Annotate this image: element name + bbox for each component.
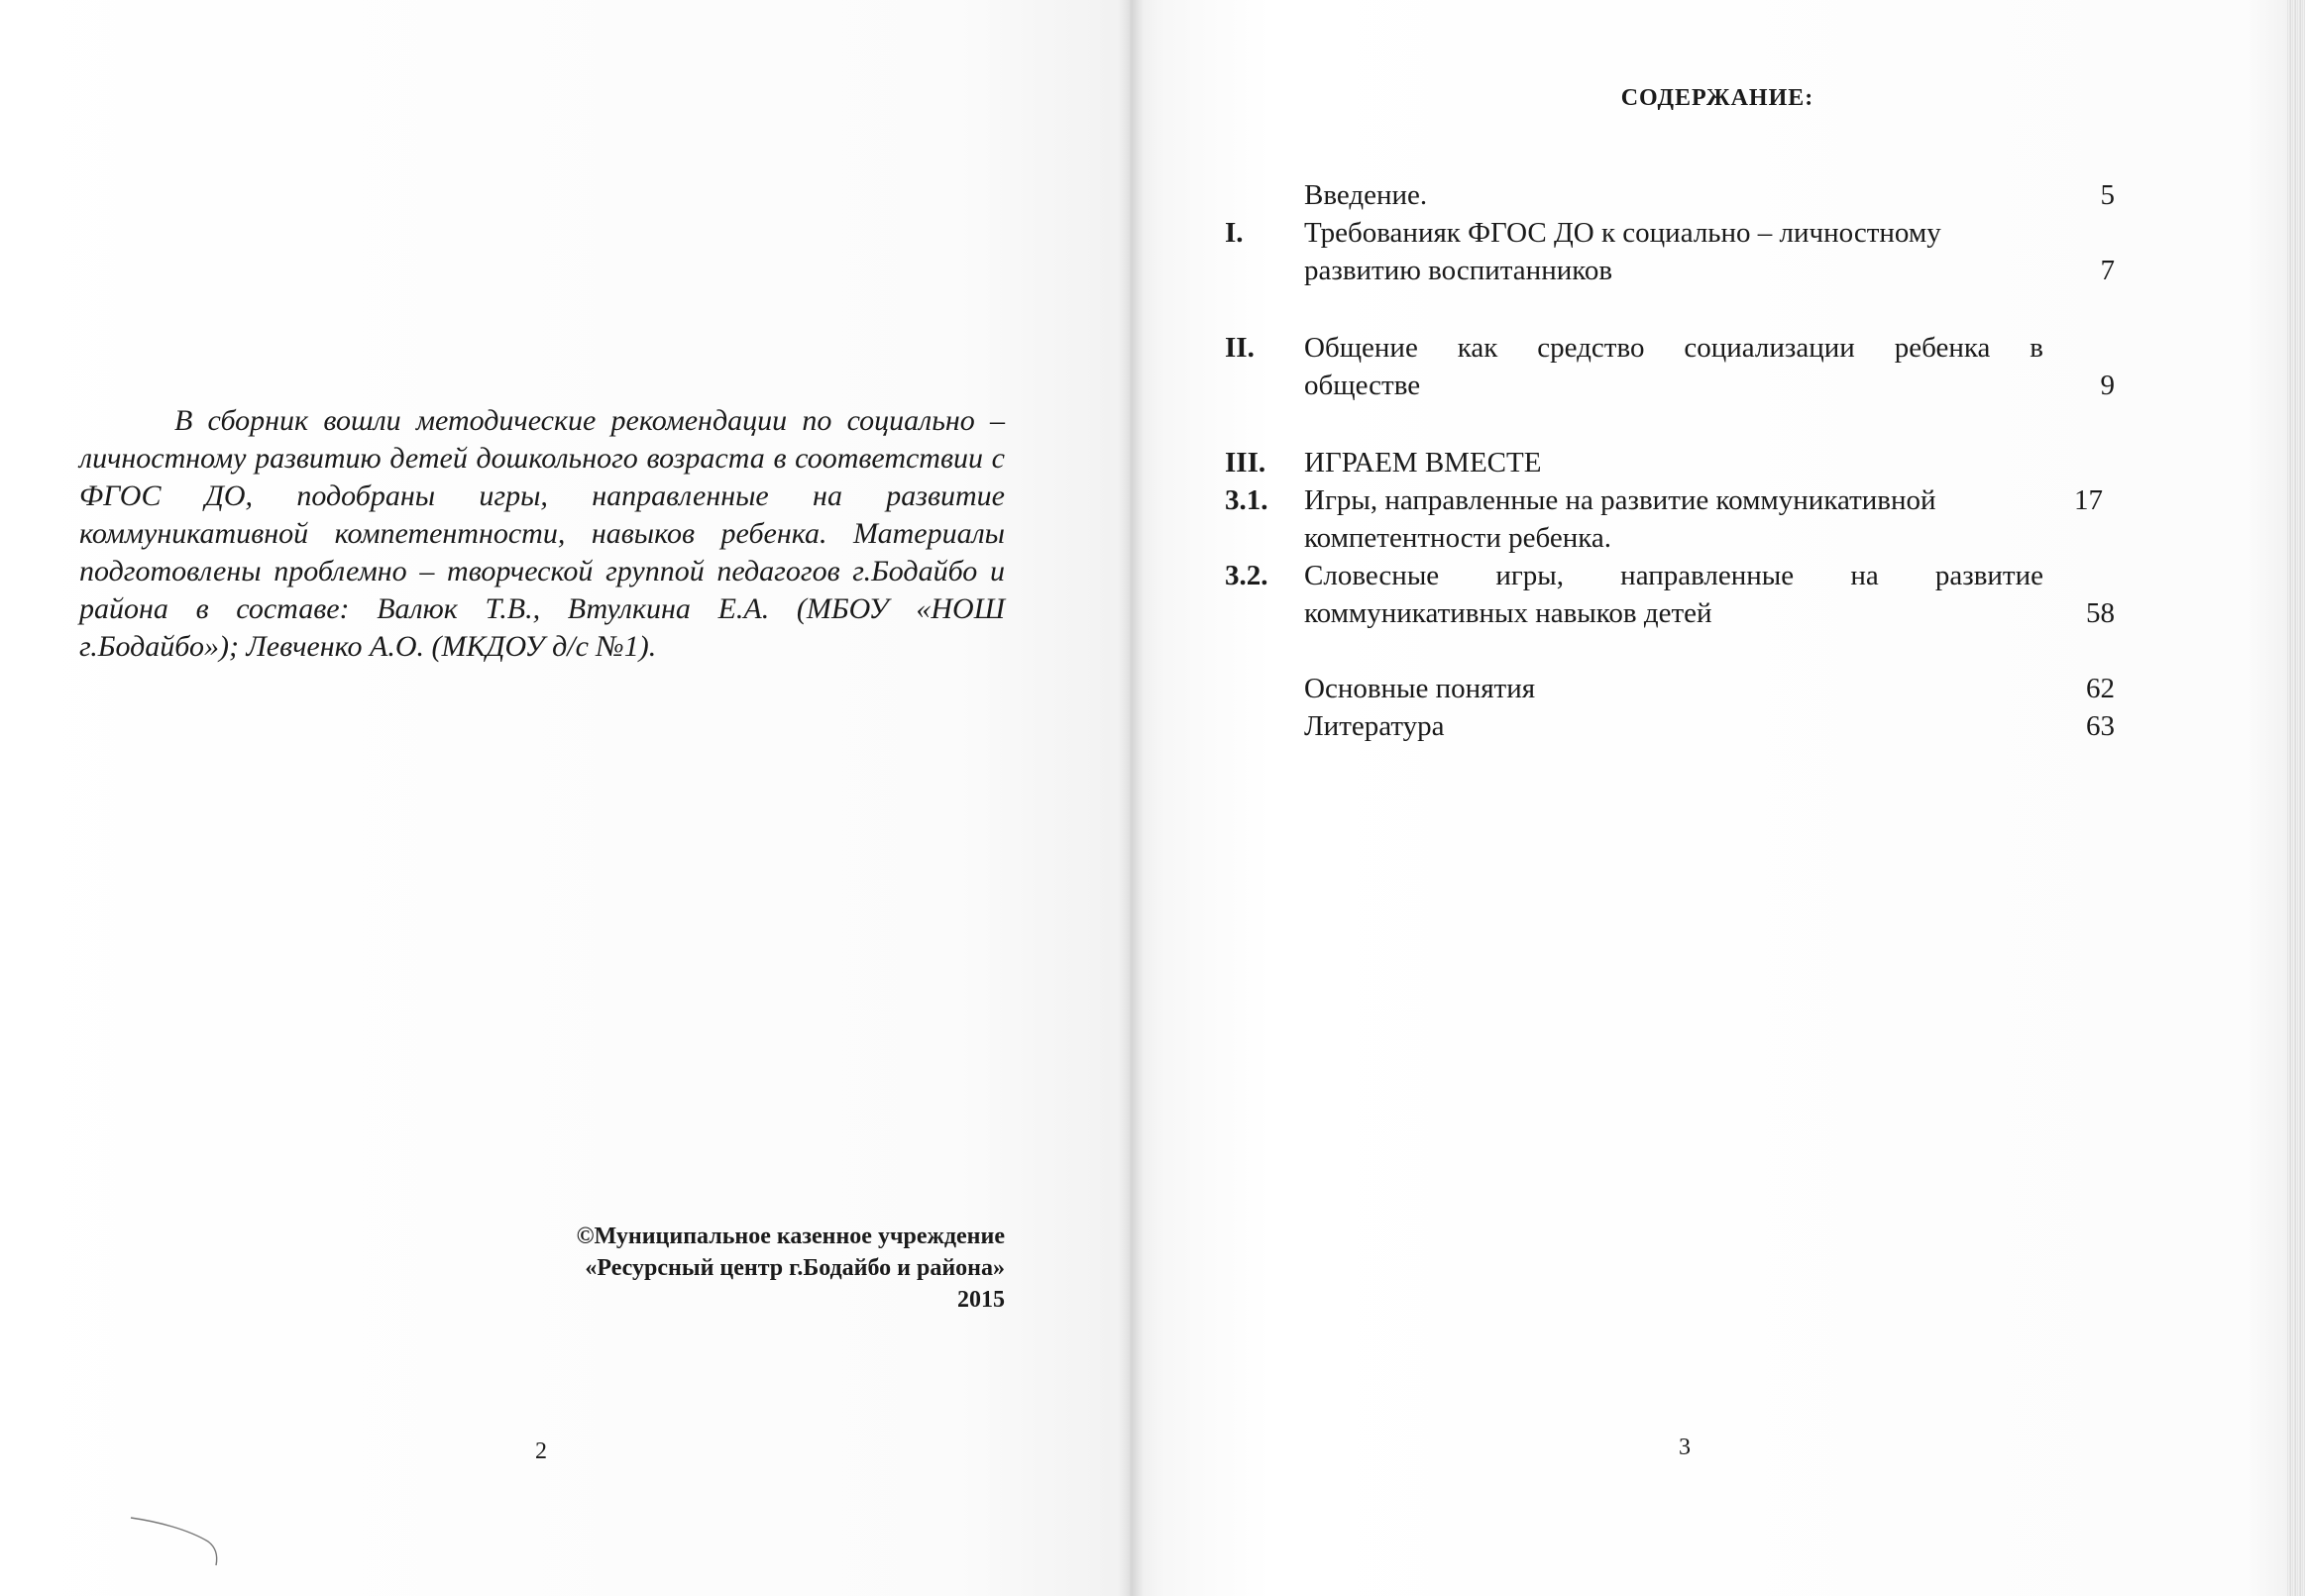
- toc-entry-text: коммуникативных навыков детей: [1304, 597, 1712, 629]
- publisher-block: [436, 1221, 1005, 1316]
- toc-entry-text: компетентности ребенка.: [1304, 522, 1612, 554]
- toc-entry-text: Введение.: [1304, 179, 1428, 211]
- toc-entry-text: Требованияк ФГОС ДО к социально – личностному: [1304, 217, 1941, 249]
- toc-entry-page: 58: [2086, 597, 2115, 629]
- toc-entry-concepts[interactable]: [1225, 670, 2117, 707]
- toc-entry-text: Игры, направленные на развитие коммуникативной: [1304, 484, 1936, 516]
- toc-entry-section-3[interactable]: [1225, 444, 2117, 481]
- publisher-year: 2015: [957, 1287, 1005, 1313]
- toc-title: СОДЕРЖАНИЕ:: [1620, 85, 1814, 111]
- toc-entry-number: I.: [1225, 217, 1244, 249]
- book-gutter: [1118, 0, 1144, 1596]
- toc-entry-text: Словесные игры, направленные на развитие: [1304, 560, 2043, 591]
- toc-entry-number: II.: [1225, 332, 1255, 364]
- page-number-left: 2: [535, 1438, 547, 1464]
- toc-entry-section-3-1[interactable]: [1225, 481, 2117, 519]
- toc-entry-page: 17: [2074, 484, 2103, 516]
- page-number-right: 3: [1679, 1435, 1691, 1460]
- annotation-text: В сборник вошли методические рекомендации по социально – личностному развитию детей дошкольного возраста в соответствии с ФГОС ДО, подобраны игры, направленные на развитие коммуникативной компетентности, навыков ребенка. Материалы подготовлены проблемно – творческой группой педагогов г.Бодайбо и района в составе: Валюк Т.В., Втулкина Е.А. (МБОУ «НОШ г.Бодайбо»); Левченко А.О. (МКДОУ д/с №1).: [79, 404, 1005, 663]
- toc-entry-page: 62: [2086, 673, 2115, 704]
- toc-entry-text: Основные понятия: [1304, 673, 1536, 704]
- toc-entry-intro[interactable]: [1225, 176, 2117, 214]
- toc-entry-text: Общение как средство социализации ребенка в: [1304, 332, 2043, 364]
- toc-entry-literature[interactable]: [1225, 707, 2117, 745]
- publisher-line-2: «Ресурсный центр г.Бодайбо и района»: [585, 1255, 1005, 1281]
- toc-entry-section-1[interactable]: [1225, 214, 2117, 252]
- toc-entry-number: III.: [1225, 447, 1266, 479]
- toc-entry-text: обществе: [1304, 370, 1421, 401]
- toc-entry-section-3-2-cont: [1225, 594, 2117, 632]
- toc-entry-page: 5: [2100, 179, 2115, 211]
- toc-entry-text: Литература: [1304, 710, 1445, 742]
- toc-entry-page: 9: [2100, 370, 2115, 401]
- toc-entry-page: 7: [2100, 255, 2115, 286]
- toc-entry-section-2[interactable]: [1225, 329, 2117, 367]
- publisher-line-1: ©Муниципальное казенное учреждение: [576, 1224, 1005, 1249]
- page-edge: [2287, 0, 2305, 1596]
- toc-entry-text: развитию воспитанников: [1304, 255, 1613, 286]
- toc-entry-number: 3.2.: [1225, 560, 1268, 591]
- toc-entry-section-1-cont: [1225, 252, 2117, 289]
- toc-entry-number: 3.1.: [1225, 484, 1268, 516]
- toc-entry-text: ИГРАЕМ ВМЕСТЕ: [1304, 447, 1542, 479]
- toc-entry-section-2-cont: [1225, 367, 2117, 404]
- toc-entry-section-3-2[interactable]: [1225, 557, 2117, 594]
- left-page: [0, 0, 1130, 1596]
- toc-entry-section-3-1-cont: [1225, 519, 2117, 557]
- toc-entry-page: 63: [2086, 710, 2115, 742]
- pen-mark-icon: [129, 1512, 228, 1571]
